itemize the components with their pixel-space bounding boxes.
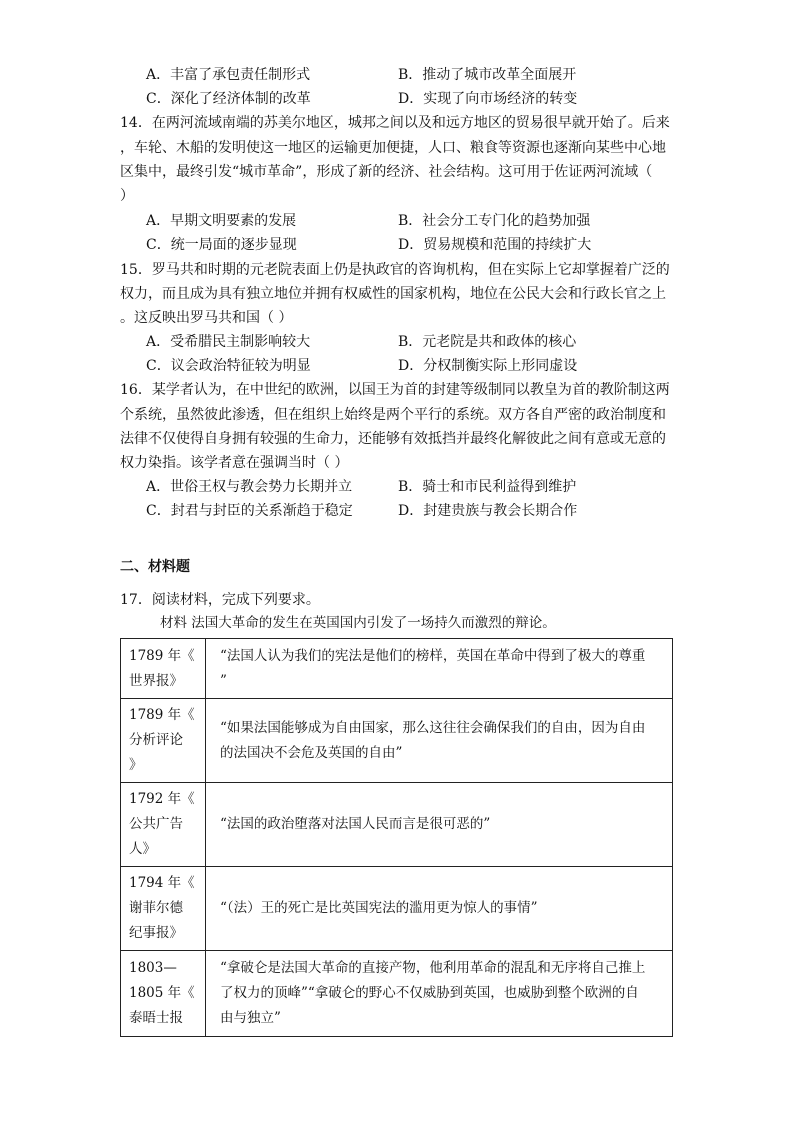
q16-option-b[interactable] [398,476,576,498]
q14-option-a[interactable] [146,210,296,232]
quote-line: “法国人认为我们的宪法是他们的榜样，英国在革命中得到了极大的尊重 [220,647,646,664]
option-text: 推动了城市改革全面展开 [422,67,577,83]
option-letter: B． [398,67,423,83]
q15-option-b[interactable] [398,331,576,353]
quote-line: ” [220,672,227,689]
section-title: 二、材料题 [120,559,190,575]
option-text: 元老院是共和政体的核心 [422,334,577,350]
q16-stem-line: 16．某学者认为，在中世纪的欧洲，以国王为首的封建等级制同以教皇为首的教阶制这两 [120,382,670,398]
quote-line: “（法）王的死亡是比英国宪法的滥用更为惊人的事情” [220,900,538,916]
option-letter: A． [146,334,171,350]
source-line: 公共广告 [129,816,183,832]
source-line: 分析评论 [129,732,183,748]
q14-option-d[interactable] [398,234,591,256]
q14-stem-line: ，车轮、木船的发明使这一地区的运输更加便捷，人口、粮食等资源也逐渐向某些中心地 [120,140,666,156]
option-letter: A． [146,479,171,495]
q13-option-c[interactable] [146,88,311,110]
source-line: 1789 年《 [129,707,195,723]
option-text: 丰富了承包责任制形式 [170,67,311,83]
source-line: 谢菲尔德 [129,900,183,916]
q14-stem-line: ） [120,188,134,204]
option-letter: D． [398,503,424,519]
option-text: 骑士和市民利益得到维护 [422,479,577,495]
option-text: 社会分工专门化的趋势加强 [422,213,591,229]
q15-stem-line: 权力，而且成为具有独立地位并拥有权威性的国家机构，地位在公民大会和行政长官之上 [120,286,666,302]
option-text: 早期文明要素的发展 [170,213,297,229]
q15-option-d[interactable] [398,355,577,377]
option-text: 封君与封臣的关系渐趋于稳定 [170,503,353,519]
option-text: 议会政治特征较为明显 [170,358,311,374]
source-line: 世界报》 [129,672,183,689]
option-letter: A． [146,67,171,83]
q16-option-a[interactable] [146,476,352,498]
option-letter: C． [146,503,171,519]
table-row [121,867,673,951]
option-letter: D． [398,237,424,253]
q16-stem-line: 法律不仅使得自身拥有较强的生命力，还能够有效抵挡并最终化解彼此之间有意或无意的 [120,431,666,447]
source-line: 1792 年《 [129,791,195,807]
table-row [121,699,673,783]
source-cell [121,639,206,699]
option-text: 贸易规模和范围的持续扩大 [423,237,592,253]
quote-cell [206,951,673,1037]
quote-line: 的法国决不会危及英国的自由” [220,744,403,761]
q14-stem-line: 区集中，最终引发“城市革命”，形成了新的经济、社会结构。这可用于佐证两河流域（ [120,164,653,180]
quote-cell [206,783,673,867]
option-letter: D． [398,91,424,107]
option-letter: B． [398,479,423,495]
quote-cell [206,639,673,699]
source-cell [121,699,206,783]
source-cell [121,783,206,867]
q17-prompt: 17．阅读材料，完成下列要求。 [120,592,320,608]
q14-option-b[interactable] [398,210,590,232]
quote-cell [206,699,673,783]
source-line: 1794 年《 [129,875,195,891]
source-line: 1789 年《 [129,647,195,664]
q15-stem-line: 。这反映出罗马共和国（ ） [120,310,293,326]
q13-option-d[interactable] [398,88,577,110]
option-letter: C． [146,91,171,107]
q15-option-a[interactable] [146,331,310,353]
q14-stem-line: 14．在两河流域南端的苏美尔地区，城邦之间以及和远方地区的贸易很早就开始了。后来 [120,115,670,131]
option-text: 深化了经济体制的改革 [170,91,311,107]
option-letter: C． [146,358,171,374]
option-letter: C． [146,237,171,253]
quote-line: “法国的政治堕落对法国人民而言是很可恶的” [220,816,491,832]
source-cell [121,951,206,1037]
q16-stem-line: 权力染指。该学者意在强调当时（ ） [120,455,349,471]
q16-stem-line: 个系统，虽然彼此渗透，但在组织上始终是两个平行的系统。双方各自严密的政治制度和 [120,407,666,423]
q16-option-d[interactable] [398,500,577,522]
material-text: 法国大革命的发生在英国国内引发了一场持久而激烈的辩论。 [191,615,556,631]
q13-option-b[interactable] [398,64,576,86]
source-table [120,638,673,1037]
quote-cell [206,867,673,951]
q14-option-c[interactable] [146,234,297,256]
source-line: 人》 [129,841,156,857]
q13-option-a[interactable] [146,64,310,86]
option-text: 分权制衡实际上形同虚设 [423,358,578,374]
q16-option-c[interactable] [146,500,353,522]
quote-line: 由与独立” [220,1010,281,1026]
option-text: 封建贵族与教会长期合作 [423,503,578,519]
option-text: 统一局面的逐步显现 [170,237,297,253]
source-line: 1803— [129,960,177,976]
quote-line: 了权力的顶峰”“拿破仑的野心不仅威胁到英国，也威胁到整个欧洲的自 [220,985,639,1001]
source-cell [121,867,206,951]
option-letter: A． [146,213,171,229]
option-text: 受希腊民主制影响较大 [170,334,311,350]
material-label: 材料 [160,615,187,631]
q15-option-c[interactable] [146,355,311,377]
option-letter: B． [398,213,423,229]
option-text: 世俗王权与教会势力长期并立 [170,479,353,495]
source-line: 纪事报》 [129,925,183,941]
source-line: 1805 年《 [129,985,195,1001]
source-line: 》 [129,757,143,773]
option-letter: B． [398,334,423,350]
option-text: 实现了向市场经济的转变 [423,91,578,107]
q15-stem-line: 15．罗马共和时期的元老院表面上仍是执政官的咨询机构，但在实际上它却掌握着广泛的 [120,262,670,278]
source-line: 泰晤士报 [129,1010,183,1026]
option-letter: D． [398,358,424,374]
quote-line: “如果法国能够成为自由国家，那么这往往会确保我们的自由，因为自由 [220,719,646,736]
table-row [121,639,673,699]
table-row [121,783,673,867]
quote-line: “拿破仑是法国大革命的直接产物，他利用革命的混乱和无序将自己推上 [220,960,646,976]
material-intro [160,612,556,634]
table-row [121,951,673,1037]
